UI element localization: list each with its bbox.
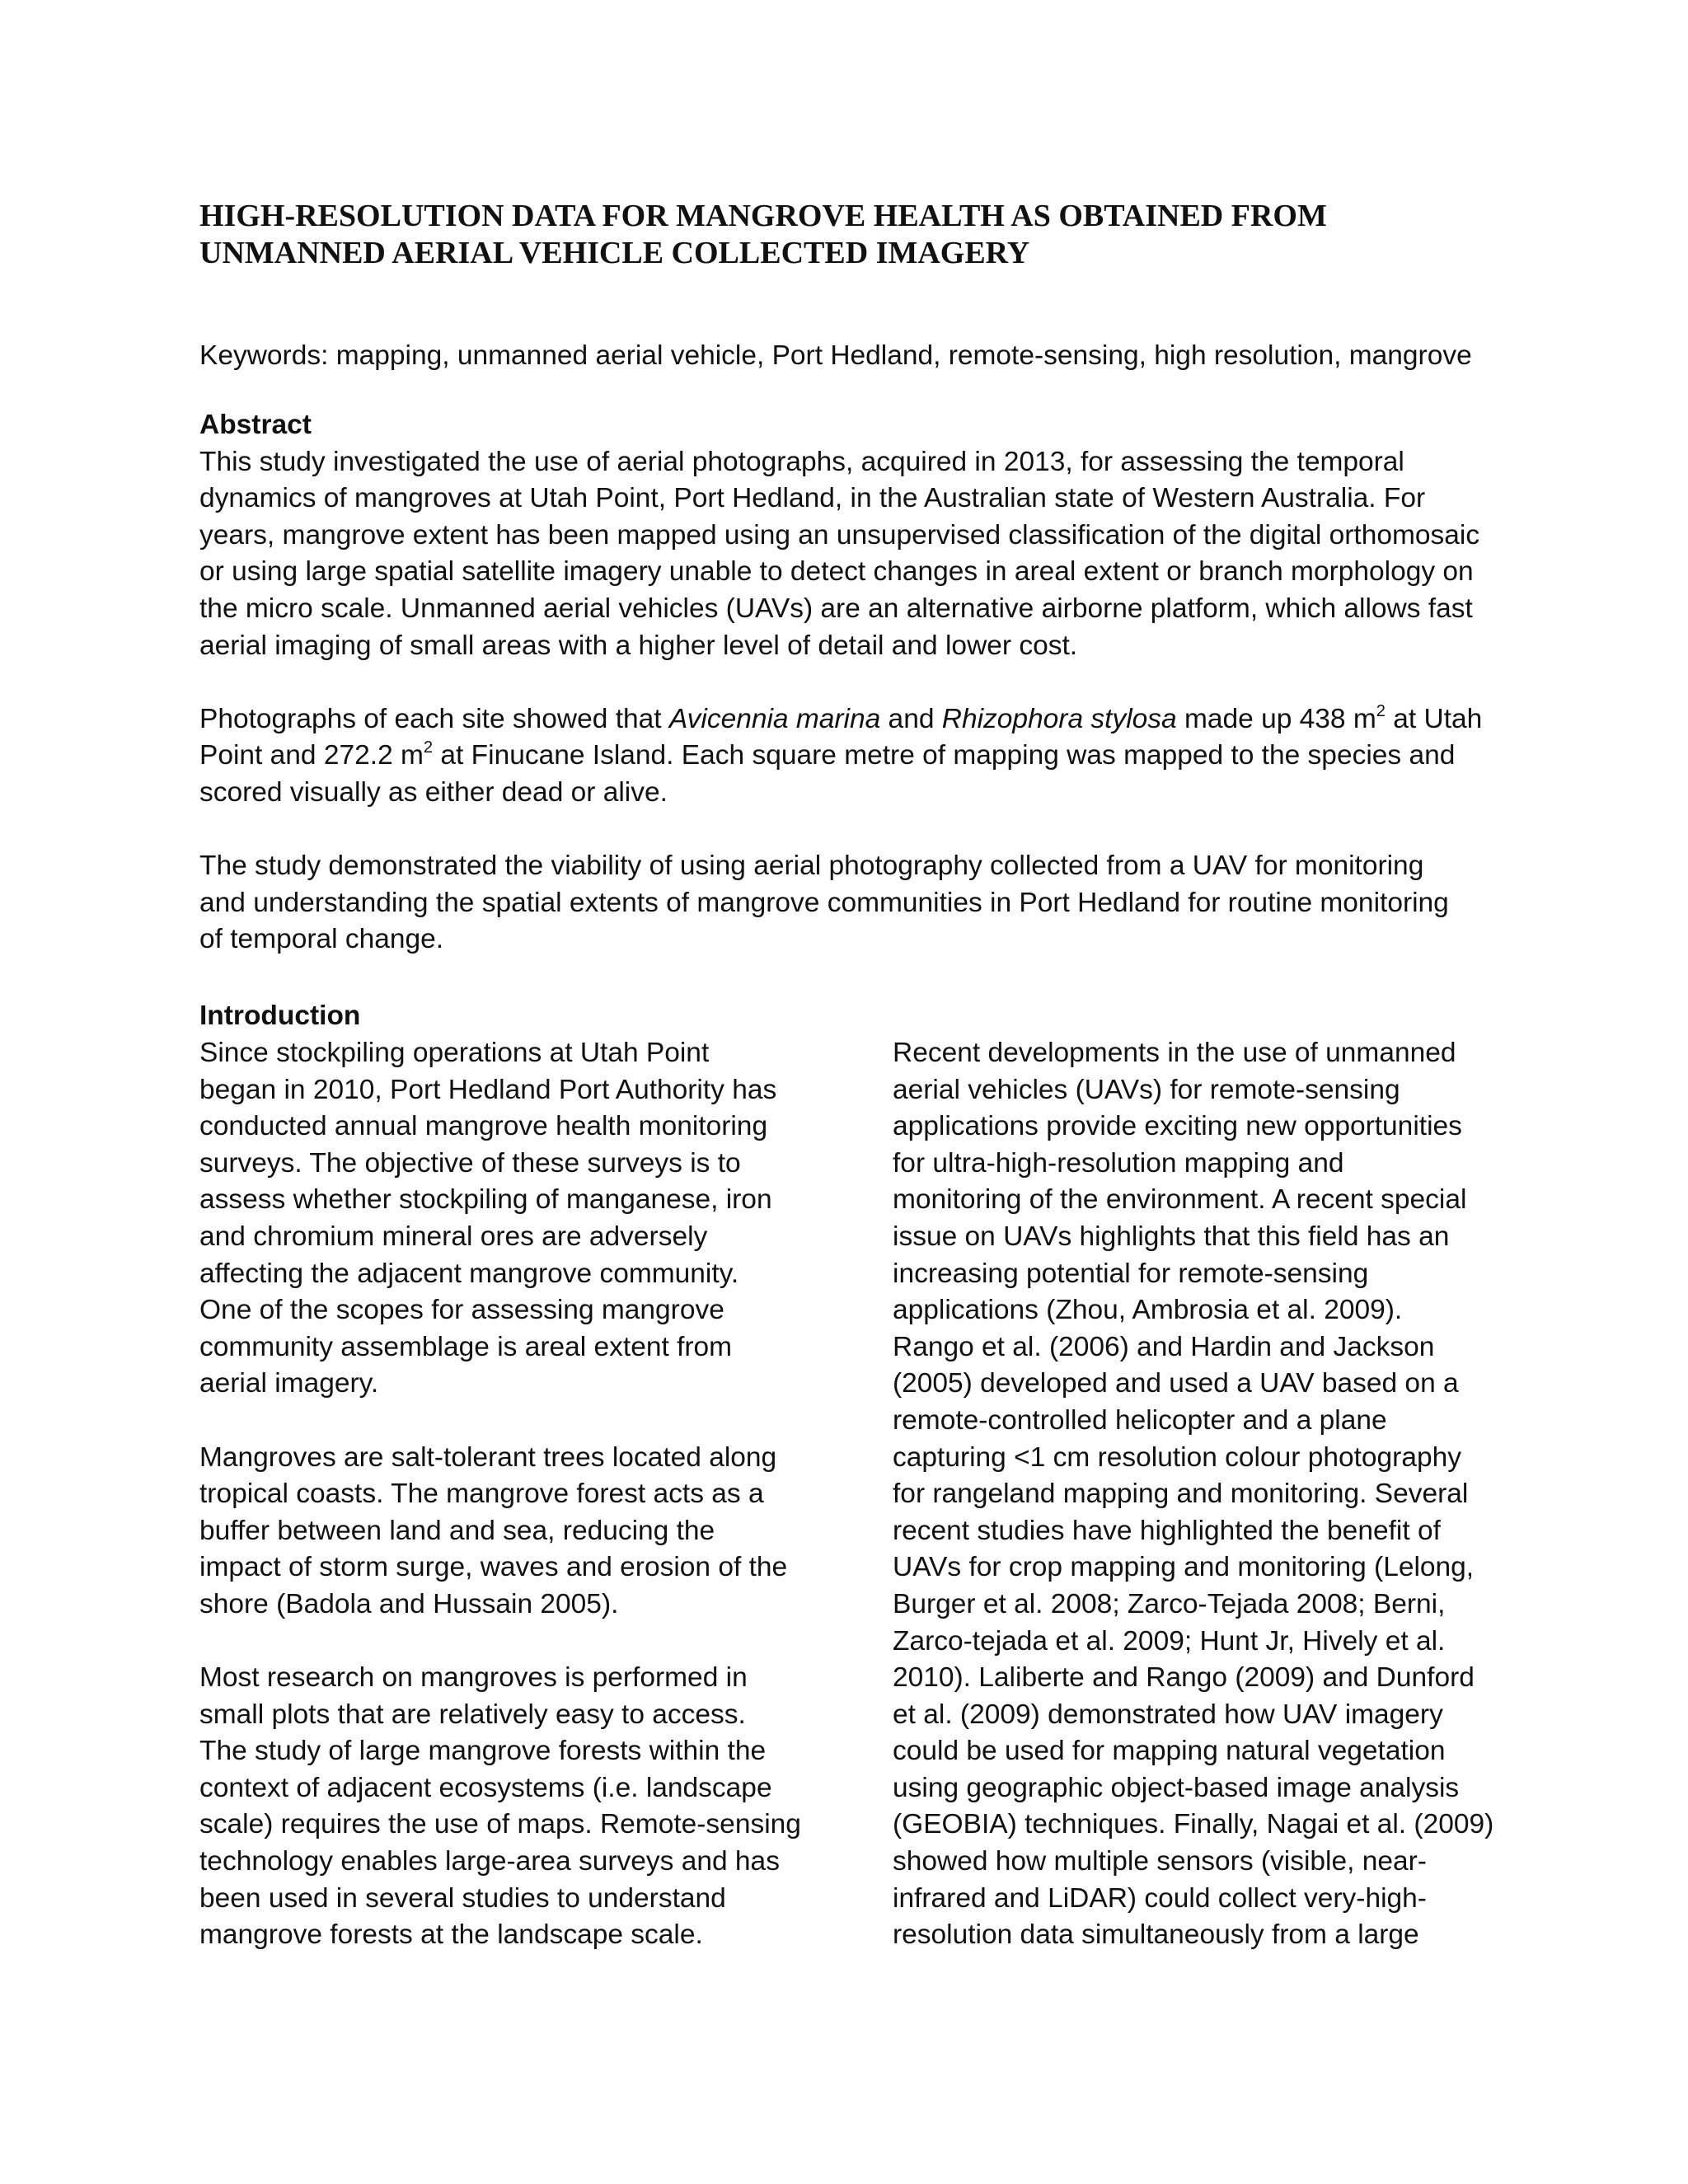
intro-line: technology enables large-area surveys and has [199,1846,780,1877]
abstract-line: or using large spatial satellite imagery unable to detect changes in areal extent or branch morphology on [199,556,1474,588]
intro-line: (2005) developed and used a UAV based on a [893,1368,1459,1399]
abstract-text: Point and 272.2 m [199,740,424,771]
paragraph-gap [199,664,1482,701]
abstract-line: This study investigated the use of aerial photographs, acquired in 2013, for assessing the temporal [199,446,1404,477]
intro-line: Rango et al. (2006) and Hardin and Jackson [893,1331,1435,1362]
intro-line: et al. (2009) demonstrated how UAV imagery [893,1699,1443,1730]
abstract-line [199,738,1482,775]
intro-line: began in 2010, Port Hedland Port Authority has [199,1074,777,1105]
abstract-line: of temporal change. [199,924,444,955]
intro-line: could be used for mapping natural vegetation [893,1736,1446,1767]
intro-right-column [893,1035,1493,1954]
intro-line: applications (Zhou, Ambrosia et al. 2009). [893,1295,1403,1326]
superscript: 2 [1376,701,1386,720]
paper-title-line: UNMANNED AERIAL VEHICLE COLLECTED IMAGERY [199,236,1030,270]
intro-line: aerial imagery. [199,1368,379,1399]
intro-line: assess whether stockpiling of manganese, iron [199,1184,772,1216]
abstract-line: years, mangrove extent has been mapped using an unsupervised classification of the digital orthomosaic [199,519,1480,551]
intro-line: One of the scopes for assessing mangrove [199,1295,724,1326]
intro-line: UAVs for crop mapping and monitoring (Lelong, [893,1552,1475,1583]
paragraph-gap [199,1624,801,1661]
abstract-heading: Abstract [199,410,312,440]
intro-line: affecting the adjacent mangrove community. [199,1258,739,1289]
introduction-heading-wrap [199,998,360,1035]
intro-line: small plots that are relatively easy to access. [199,1699,746,1730]
paragraph-gap [199,812,1482,849]
intro-line: context of adjacent ecosystems (i.e. landscape [199,1772,772,1803]
intro-line: for ultra-high-resolution mapping and [893,1147,1344,1179]
intro-line: issue on UAVs highlights that this field has an [893,1221,1450,1252]
intro-line: Most research on mangroves is performed in [199,1662,748,1694]
abstract-text: Photographs of each site showed that [199,703,669,734]
species-name: Avicennia marina [668,703,881,734]
intro-line: scale) requires the use of maps. Remote-sensing [199,1809,801,1840]
keywords-line [199,338,1472,375]
intro-line: using geographic object-based image analysis [893,1772,1460,1803]
intro-line: tropical coasts. The mangrove forest acts as a [199,1479,764,1510]
intro-line: The study of large mangrove forests within the [199,1736,767,1767]
abstract-text: and [880,703,942,734]
intro-line: Mangroves are salt-tolerant trees located along [199,1441,777,1473]
abstract-line: the micro scale. Unmanned aerial vehicles (UAVs) are an alternative airborne platform, which allows fast [199,593,1473,624]
intro-line: applications provide exciting new opportunities [893,1111,1462,1142]
intro-line: monitoring of the environment. A recent special [893,1184,1467,1216]
intro-line: for rangeland mapping and monitoring. Several [893,1479,1469,1510]
intro-line: and chromium mineral ores are adversely [199,1221,708,1252]
abstract-line [199,701,1482,738]
intro-line: increasing potential for remote-sensing [893,1258,1369,1289]
species-name: Rhizophora stylosa [941,703,1177,734]
abstract-section [199,407,1482,958]
abstract-line: dynamics of mangroves at Utah Point, Port Hedland, in the Australian state of Western Australia. For [199,483,1426,514]
abstract-line: and understanding the spatial extents of mangrove communities in Port Hedland for routine monitoring [199,887,1449,918]
abstract-line: scored visually as either dead or alive. [199,776,668,808]
abstract-text: at Finucane Island. Each square metre of mapping was mapped to the species and [433,740,1456,771]
paper-title [199,198,1518,272]
intro-line: Since stockpiling operations at Utah Point [199,1038,710,1068]
intro-line: conducted annual mangrove health monitoring [199,1111,768,1142]
abstract-line: The study demonstrated the viability of using aerial photography collected from a UAV for monitoring [199,851,1424,882]
intro-line: infrared and LiDAR) could collect very-high- [893,1882,1427,1914]
intro-line: showed how multiple sensors (visible, near- [893,1846,1427,1877]
intro-line: aerial vehicles (UAVs) for remote-sensing [893,1074,1400,1105]
paper-title-line: HIGH-RESOLUTION DATA FOR MANGROVE HEALTH AS OBTAINED FROM [199,199,1327,233]
abstract-line: aerial imaging of small areas with a higher level of detail and lower cost. [199,630,1078,661]
intro-line: mangrove forests at the landscape scale. [199,1919,703,1951]
intro-line: Recent developments in the use of unmanned [893,1038,1456,1068]
intro-line: Zarco-tejada et al. 2009; Hunt Jr, Hively et al. [893,1625,1446,1657]
intro-line: been used in several studies to understand [199,1882,726,1914]
intro-line: resolution data simultaneously from a large [893,1919,1419,1951]
intro-left-column [199,1035,801,1954]
intro-line: remote-controlled helicopter and a plane [893,1404,1387,1436]
paragraph-gap [199,1403,801,1440]
abstract-text: made up 438 m [1176,703,1376,734]
intro-line: shore (Badola and Hussain 2005). [199,1588,619,1619]
intro-line: surveys. The objective of these surveys is to [199,1147,741,1179]
intro-line: (GEOBIA) techniques. Finally, Nagai et al. (2009) [893,1809,1494,1840]
intro-line: buffer between land and sea, reducing the [199,1515,715,1546]
intro-line: community assemblage is areal extent from [199,1331,733,1362]
intro-line: capturing <1 cm resolution colour photography [893,1441,1461,1473]
intro-line: Burger et al. 2008; Zarco-Tejada 2008; Berni, [893,1588,1446,1619]
intro-line: 2010). Laliberte and Rango (2009) and Dunford [893,1662,1475,1694]
intro-line: impact of storm surge, waves and erosion of the [199,1552,788,1583]
introduction-heading: Introduction [199,1001,361,1031]
abstract-text: at Utah [1385,703,1483,734]
intro-line: recent studies have highlighted the benefit of [893,1515,1441,1546]
keywords-text: Keywords: mapping, unmanned aerial vehicle, Port Hedland, remote-sensing, high resolution, mangrove [199,340,1472,371]
superscript: 2 [423,738,434,757]
